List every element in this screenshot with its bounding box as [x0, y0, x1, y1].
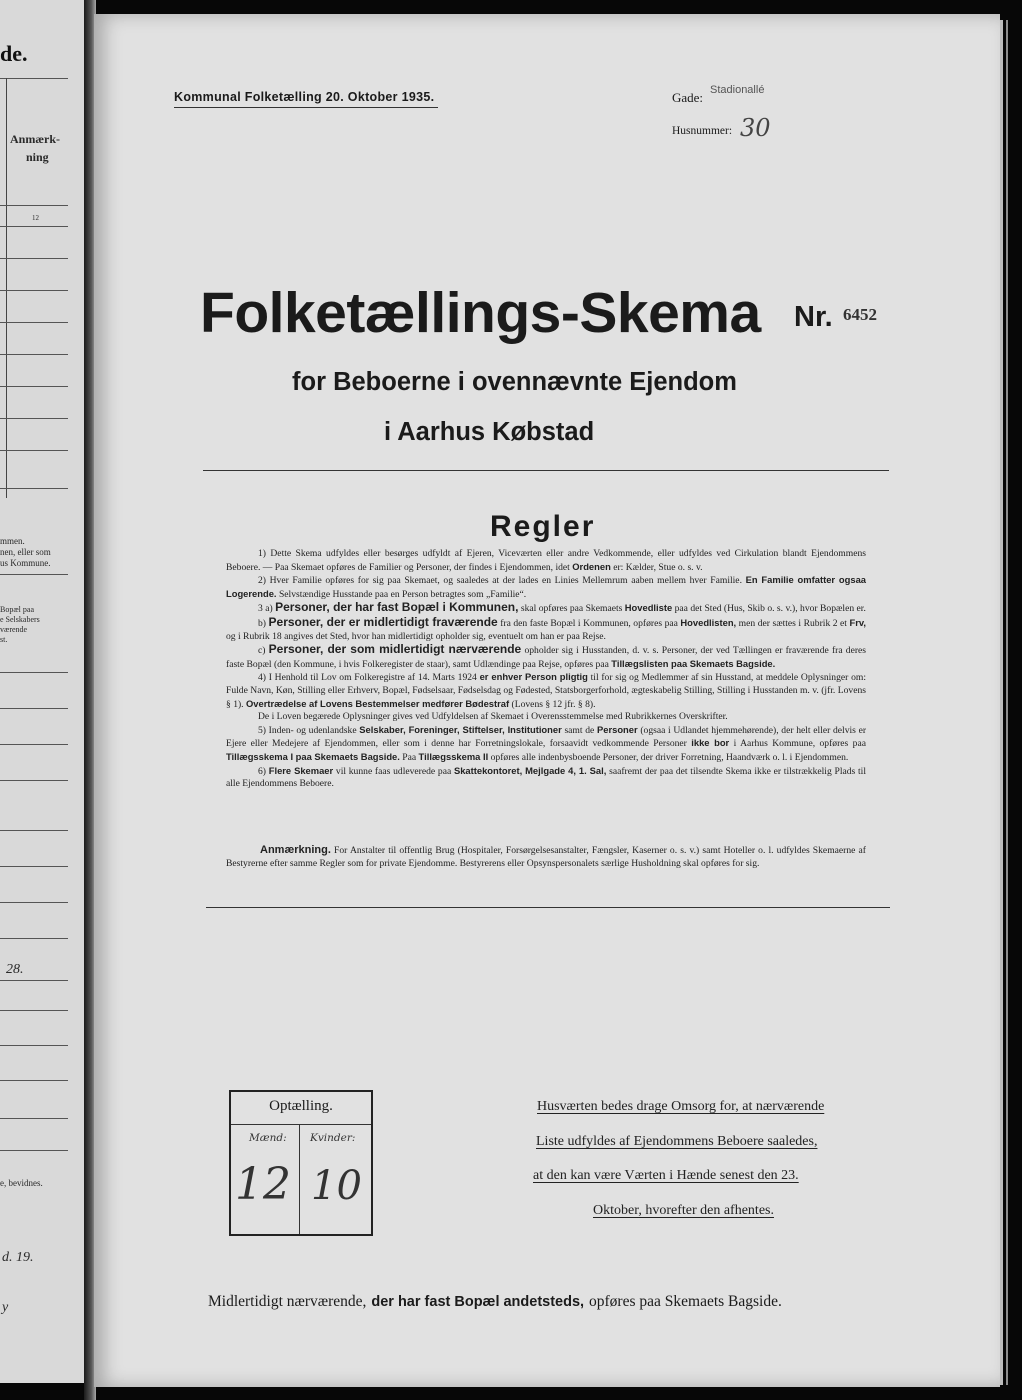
footer-part1: Midlertidigt nærværende,	[208, 1293, 367, 1310]
rule-1: 1) Dette Skema udfyldes eller besørges udfyldt af Ejeren, Viceværten eller andre Vedkommende, eller udfyldes ved Cirkulation blandt Ejendommens Beboere. — Paa Skemaet opføres de Familier og Personer, der findes i Ejendommen, idet Ordenen er: Kælder, Stue o. s. v.	[226, 548, 866, 573]
footer-part2: der har fast Bopæl andetsteds,	[371, 1294, 585, 1310]
left-page-text: st.	[0, 635, 8, 644]
notice-line: Husværten bedes drage Omsorg for, at nærværende	[537, 1099, 825, 1114]
notice-line: Liste udfyldes af Ejendommens Beboere saaledes,	[536, 1134, 818, 1149]
notice-line: at den kan være Værten i Hænde senest den 23.	[533, 1168, 799, 1183]
form-title: Folketællings-Skema	[200, 281, 761, 345]
page-edge	[1000, 20, 1003, 1385]
form-subtitle: for Beboerne i ovennævnte Ejendom	[292, 368, 737, 396]
street-value: Stadionallé	[710, 84, 765, 96]
rule-6: 6) Flere Skemaer vil kunne faas udleverede paa Skattekontoret, Mejlgade 4, 1. Sal, saafremt der paa det tilsendte Skema ikke er tilstrækkelig Plads til alle Ejendommens Beboere.	[226, 764, 866, 790]
left-page-text: mmen.	[0, 536, 25, 546]
census-title: Kommunal Folketælling 20. Oktober 1935.	[174, 90, 435, 104]
count-box-title: Optælling.	[269, 1098, 333, 1114]
left-page-column-title-2: ning	[26, 150, 49, 164]
rule-5: 5) Inden- og udenlandske Selskaber, Foreninger, Stiftelser, Institutioner samt de Personer (ogsaa i Udlandet hjemmehørende), der helt eller delvis er Ejere eller Medejere af Ejendommen, eller som i denne har Forretningslokale, forsaavidt vedkommende Personer ikke bor i Aarhus Kommune, opføres paa Tillægsskema I paa Skemaets Bagside. Paa Tillægsskema II opføres alle indenbysboende Personer, der driver Forretning, Haandværk o. l. i Ejendommen.	[226, 723, 867, 763]
notice-line: Oktober, hvorefter den afhentes.	[593, 1203, 774, 1218]
remark	[226, 844, 866, 870]
street-label: Gade:	[672, 90, 704, 105]
left-page-column-title: Anmærk-	[10, 132, 60, 146]
rule-4-note: De i Loven begærede Oplysninger gives ved Udfyldelsen af Skemaet i Overensstemmelse med Rubrikkernes Overskrifter.	[258, 711, 728, 723]
left-page-handwriting: d. 19.	[2, 1250, 34, 1265]
footer-note	[208, 1292, 782, 1311]
left-page-text: e Selskabers	[0, 615, 40, 624]
house-number-label: Husnummer:	[672, 125, 733, 137]
rule-4: 4) I Henhold til Lov om Folkeregistre af 14. Marts 1924 er enhver Person pligtig til for sig og Medlemmer af sin Husstand, at meddele Oplysninger om: Fulde Navn, Køn, Stilling eller Erhverv, Bopæl, Fødselsaar, Fødselsdag og Fødested, Statsborgerforhold, ægteskabelig Stilling, Stilling i Husstanden m. v. (jfr. Lovens § 1). Overtrædelse af Lovens Bestemmelser medfører Bødestraf (Lovens § 12 jfr. § 8).	[226, 671, 867, 710]
house-number-value: 30	[740, 114, 771, 142]
left-page-text: nen, eller som	[0, 547, 51, 557]
men-label: Mænd:	[249, 1132, 287, 1144]
form-number-label: Nr.	[794, 301, 833, 333]
left-page-fragment	[0, 0, 84, 1383]
left-page-handwriting: y	[2, 1300, 9, 1315]
women-label: Kvinder:	[310, 1132, 356, 1144]
left-page-text: e, bevidnes.	[0, 1178, 43, 1188]
remark-label: Anmærkning.	[260, 844, 331, 856]
left-page-text: us Kommune.	[0, 558, 51, 568]
men-count: 12	[235, 1159, 291, 1210]
footer-part3: opføres paa Skemaets Bagside.	[589, 1293, 782, 1310]
remark-text: For Anstalter til offentlig Brug (Hospitaler, Forsørgelsesanstalter, Fængsler, Kaserner o. s. v.) samt Hoteller o. l. udfyldes Skemaerne af Bestyrerne efter samme Regler som for private Ejendomme. Bestyrerens eller Opsynspersonalets særlige Husholdning skal opføres for sig.	[226, 845, 866, 869]
rules-body	[226, 548, 866, 791]
rule-3c: c) Personer, der som midlertidigt nærværende opholder sig i Husstanden, d. v. s. Personer, der ved Tællingen er fraværende fra deres faste Bopæl (den Kommune, i hvis Folkeregister de staar), samt Udlændinge paa Rejse, opføres paa Tillægslisten paa Skemaets Bagside.	[226, 642, 867, 670]
left-page-handwriting: 28.	[6, 962, 24, 977]
form-number-value: 6452	[843, 305, 877, 324]
left-page-text: værende	[0, 625, 28, 634]
rule-2: 2) Hver Familie opføres for sig paa Skemaet, og saaledes at der lades en Linies Mellemrum aaben mellem hver Familie. En Familie omfatter ogsaa Logerende. Selvstændige Husstande paa en Person betragtes som „Familie“.	[226, 574, 866, 600]
rule-3a: 3 a) Personer, der har fast Bopæl i Kommunen, skal opføres paa Skemaets Hovedliste paa det Sted (Hus, Skib o. s. v.), hvor Bopælen er.	[258, 600, 866, 615]
left-page-header-fragment: de.	[0, 41, 28, 66]
women-count: 10	[311, 1163, 362, 1209]
rule-3b: b) Personer, der er midlertidigt fraværende fra den faste Bopæl i Kommunen, opføres paa Hovedlisten, men der sættes i Rubrik 2 et Frv, og i Rubrik 18 angives det Sted, hvor han midlertidigt opholder sig, eventuelt om han er paa Rejse.	[226, 614, 866, 642]
page-edge	[1006, 20, 1008, 1385]
rules-heading: Regler	[490, 510, 596, 543]
left-page-text: Bopæl paa	[0, 605, 34, 614]
left-page-column-number: 12	[32, 214, 39, 222]
form-subtitle-city: i Aarhus Købstad	[384, 418, 595, 446]
count-box	[229, 1090, 373, 1236]
